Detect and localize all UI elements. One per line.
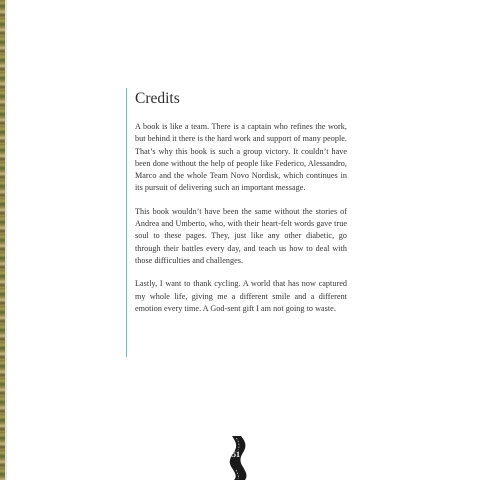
- page-title: Credits: [135, 90, 180, 107]
- accent-line: [126, 88, 127, 357]
- paragraph-3: Lastly, I want to thank cycling. A world that has now captured my whole life, giving me a different smile and a different emotion every time. A God-sent gift I am not going to waste.: [135, 279, 347, 313]
- photo-edge-shade: [5, 0, 7, 480]
- page-number: 151: [228, 450, 240, 459]
- paragraph-1: A book is like a team. There is a captain who refines the work, but behind it there is the hard work and support of many people. That’s why this book is such a group victory. It couldn’t have been done without the help of people like Federico, Alessandro, Marco and the whole Team Novo Nordisk, which continues in its pursuit of delivering such an important message.: [135, 122, 347, 193]
- paragraph-2: This book wouldn’t have been the same without the stories of Andrea and Umberto, who, with their heart-felt words gave true soul to these pages. They, just like any other diabetic, go through their battles every day, and teach us how to deal with those difficulties and challenges.: [135, 206, 347, 265]
- credits-section: [135, 90, 347, 326]
